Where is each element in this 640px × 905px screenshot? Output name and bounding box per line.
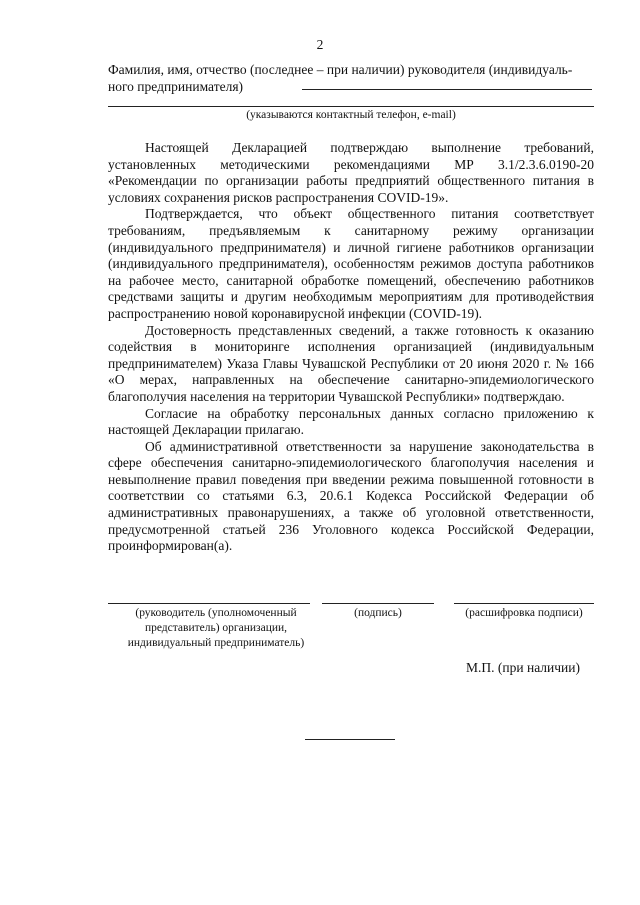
decoding-caption: (расшифровка подписи) [465,607,583,619]
manager-signature-line[interactable] [108,603,310,604]
manager-name-label-continued: ного предпринимателя) [108,79,244,94]
declaration-paragraph: Подтверждается, что объект общественного питания соответствует требованиям, предъявляемым к санитарному режиму организации (индивидуального предпринимателя) и личной гигиене работников организации (индивидуального предпринимателя), особенностям режимов доступа работников на рабочее место, санитарной обработке помещений, обеспечению работников средствами защиты и другим необходимым мероприятиям для противодействия распространению новой коронавирусной инфекции (COVID-19). [108,206,594,321]
seal-label: М.П. (при наличии) [466,660,580,675]
declaration-paragraph: Согласие на обработку персональных данных согласно приложению к настоящей Декларации прилагаю. [108,405,594,438]
manager-name-field[interactable] [302,89,592,90]
signature-line[interactable] [322,603,434,604]
page-number: 2 [316,37,324,52]
manager-name-label: Фамилия, имя, отчество (последнее – при наличии) руководителя (индивидуаль- [108,62,573,77]
declaration-paragraph: Настоящей Декларацией подтверждаю выполнение требований, установленных методическими рекомендациями МР 3.1/2.3.6.0190-20 «Рекомендации по организации работы предприятий общественного питания в условиях сохранения рисков распространения COVID-19». [108,140,594,205]
contact-field[interactable] [108,106,594,107]
decoding-line[interactable] [454,603,594,604]
signature-caption: (подпись) [354,607,402,619]
declaration-paragraph: Об административной ответственности за нарушение законодательства в сфере обеспечения санитарно-эпидемиологического благополучия населения и невыполнение правил поведения при введении режима повышенной готовности в соответствии со статьями 6.3, 20.6.1 Кодекса Российской Федерации об административных правонарушениях, а также об уголовной ответственности, предусмотренной статьей 236 Уголовного кодекса Российской Федерации, проинформирован(а). [108,438,594,554]
contact-caption: (указываются контактный телефон, e-mail) [246,109,456,121]
divider [305,739,395,740]
manager-caption: (руководитель (уполномоченный представитель) организации, индивидуальный предприниматель) [127,607,305,649]
declaration-body [108,140,594,555]
declaration-paragraph: Достоверность представленных сведений, а также готовность к оказанию содействия в мониторинге исполнения организацией (индивидуальным предпринимателем) Указа Главы Чувашской Республики от 20 июня 2020 г. № 166 «О мерах, направленных на обеспечение санитарно-эпидемиологического благополучия населения на территории Чувашской Республики» подтверждаю. [108,322,594,404]
